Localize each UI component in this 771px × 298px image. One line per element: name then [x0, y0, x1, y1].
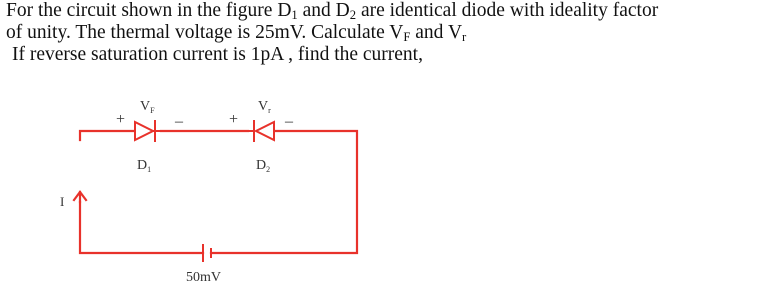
- diode-d1-symbol: [133, 120, 161, 142]
- current-label: I: [60, 194, 65, 209]
- diode2-name-label: $D_2$: [256, 158, 271, 174]
- wire-top-left: [80, 131, 133, 140]
- wire-top-right: [211, 131, 357, 253]
- diode-d2-symbol: [248, 120, 276, 142]
- current-arrow: [74, 192, 86, 202]
- question-line-1: For the circuit shown in the figure $D_1$ and $D_2$ are identical diode with ideality factor: [6, 0, 659, 23]
- question-line-2: of unity. The thermal voltage is 25mV. Calculate $V_F$ and $V_r$: [6, 22, 467, 45]
- wire-bottom-left: [80, 202, 203, 253]
- diode2-minus-sign: –: [285, 113, 293, 130]
- question-line-3: If reverse saturation current is 1pA , find the current,: [12, 44, 423, 65]
- diode-d2-bar: [248, 120, 254, 142]
- diode-d1-bar: [153, 120, 161, 142]
- diode1-name-label: $D_1$: [137, 158, 152, 174]
- diode2-plus-sign: +: [229, 111, 239, 128]
- battery-symbol: [203, 244, 211, 262]
- diode1-plus-sign: +: [116, 111, 126, 128]
- diode2-voltage-label: $V_r$: [258, 99, 271, 115]
- diode1-minus-sign: –: [175, 113, 183, 130]
- source-voltage-label: 50mV: [186, 270, 221, 285]
- diode1-voltage-label: $V_F$: [140, 99, 155, 115]
- circuit-wires: [74, 131, 357, 253]
- diode-d2-triangle: [256, 122, 274, 140]
- diode-d1-triangle: [135, 122, 153, 140]
